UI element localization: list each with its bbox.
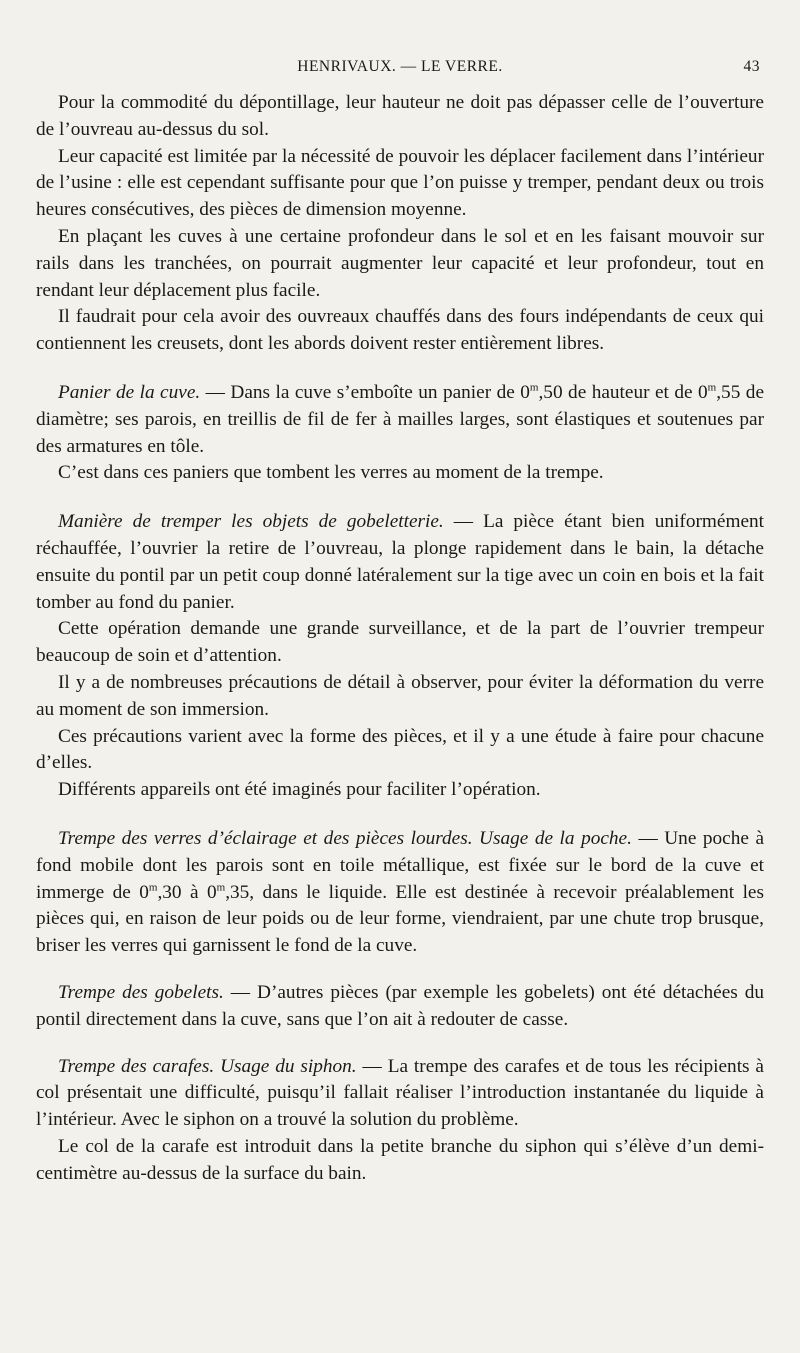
paragraph-15: Le col de la carafe est introduit dans la petite branche du siphon qui s’élève d’un demi-centimètre au-dessus de la surface du bain. xyxy=(36,1135,764,1184)
paragraph-trempe-verres-text-a: — Une poche à fond mobile dont les parois sont en toile métallique, est fixée sur le bord de la cuve et immerge de 0 xyxy=(36,827,765,903)
unit-superscript: m xyxy=(148,881,158,894)
paragraph-1: Pour la commodité du dépontillage, leur hauteur ne doit pas dépasser celle de l’ouverture de l’ouvreau au-dessus du sol. xyxy=(36,92,764,140)
paragraph-4: Il faudrait pour cela avoir des ouvreaux chauffés dans des fours indépendants de ceux qui contiennent les creusets, dont les abords doivent rester entièrement libres. xyxy=(36,306,764,355)
section-heading-trempe-gobelets: Trempe des gobelets. xyxy=(58,981,224,1003)
paragraph-trempe-verres xyxy=(36,826,764,960)
body-text xyxy=(36,90,764,1187)
section-heading-trempe-carafes: Trempe des carafes. Usage du siphon. xyxy=(58,1055,357,1077)
paragraph-3: En plaçant les cuves à une certaine profondeur dans le sol et en les faisant mouvoir sur rails dans les tranchées, on pourrait augmenter leur capacité et leur profondeur, tout en rendant leur déplacement plus facile. xyxy=(36,225,764,301)
paragraph-trempe-gobelets xyxy=(36,980,764,1034)
section-heading-maniere: Manière de tremper les objets de gobeletterie. xyxy=(58,511,444,533)
paragraph-6: C’est dans ces paniers que tombent les verres au moment de la trempe. xyxy=(58,462,604,484)
paragraph-trempe-verres-text-c: ,35, dans le liquide. Elle est destinée à recevoir préalablement les pièces qui, en raison de leur poids ou de leur forme, viendraient, par une chute trop brusque, briser les verres qui garnissent le fond de la cuve. xyxy=(36,881,764,957)
paragraph-trempe-gobelets-text: — D’autres pièces (par exemple les gobelets) ont été détachées du pontil directement dans la cuve, sans que l’on ait à redouter de casse. xyxy=(36,981,764,1030)
unit-superscript: m xyxy=(707,381,717,394)
paragraph-trempe-carafes-text: — La trempe des carafes et de tous les récipients à col présentait une difficulté, puisqu’il fallait réaliser l’introduction instantanée du liquide à l’intérieur. Avec le siphon on a trouvé la solution du problème. xyxy=(36,1055,764,1131)
paragraph-panier xyxy=(36,380,764,460)
unit-superscript: m xyxy=(529,381,539,394)
page-number: 43 xyxy=(743,58,760,75)
paragraph-9: Il y a de nombreuses précautions de détail à observer, pour éviter la déformation du verre au moment de son immersion. xyxy=(36,671,764,720)
section-heading-panier: Panier de la cuve. xyxy=(58,381,201,403)
paragraph-maniere xyxy=(36,509,764,616)
paragraph-panier-text-b: ,50 de hauteur et de 0 xyxy=(538,381,708,403)
paragraph-panier-text-c: ,55 de diamètre; ses parois, en treillis de fil de fer à mailles larges, sont élastiques et soutenues par des armatures en tôle. xyxy=(36,381,764,457)
paragraph-panier-text-a: — Dans la cuve s’emboîte un panier de 0 xyxy=(200,381,530,403)
paragraph-maniere-text: — La pièce étant bien uniformément réchauffée, l’ouvrier la retire de l’ouvreau, la plonge rapidement dans le bain, la détache ensuite du pontil par un petit coup donné latéralement sur la tige avec un coin en bois et la fait tomber au fond du panier. xyxy=(36,511,764,613)
paragraph-trempe-verres-text-b: ,30 à 0 xyxy=(157,881,217,903)
paragraph-10: Ces précautions varient avec la forme des pièces, et il y a une étude à faire pour chacune d’elles. xyxy=(36,725,764,774)
section-heading-trempe-verres: Trempe des verres d’éclairage et des pièces lourdes. Usage de la poche. xyxy=(58,827,632,849)
running-title: HENRIVAUX. — LE VERRE. xyxy=(297,58,503,75)
paragraph-8: Cette opération demande une grande surveillance, et de la part de l’ouvrier trempeur beaucoup de soin et d’attention. xyxy=(36,618,764,667)
paragraph-trempe-carafes xyxy=(36,1054,764,1134)
unit-superscript: m xyxy=(216,881,226,894)
paragraph-2: Leur capacité est limitée par la nécessité de pouvoir les déplacer facilement dans l’intérieur de l’usine : elle est cependant suffisante pour que l’on puisse y tremper, pendant deux ou trois heures consécutives, des pièces de dimension moyenne. xyxy=(36,145,764,221)
running-header xyxy=(36,58,764,82)
paragraph-11: Différents appareils ont été imaginés pour faciliter l’opération. xyxy=(58,779,541,801)
